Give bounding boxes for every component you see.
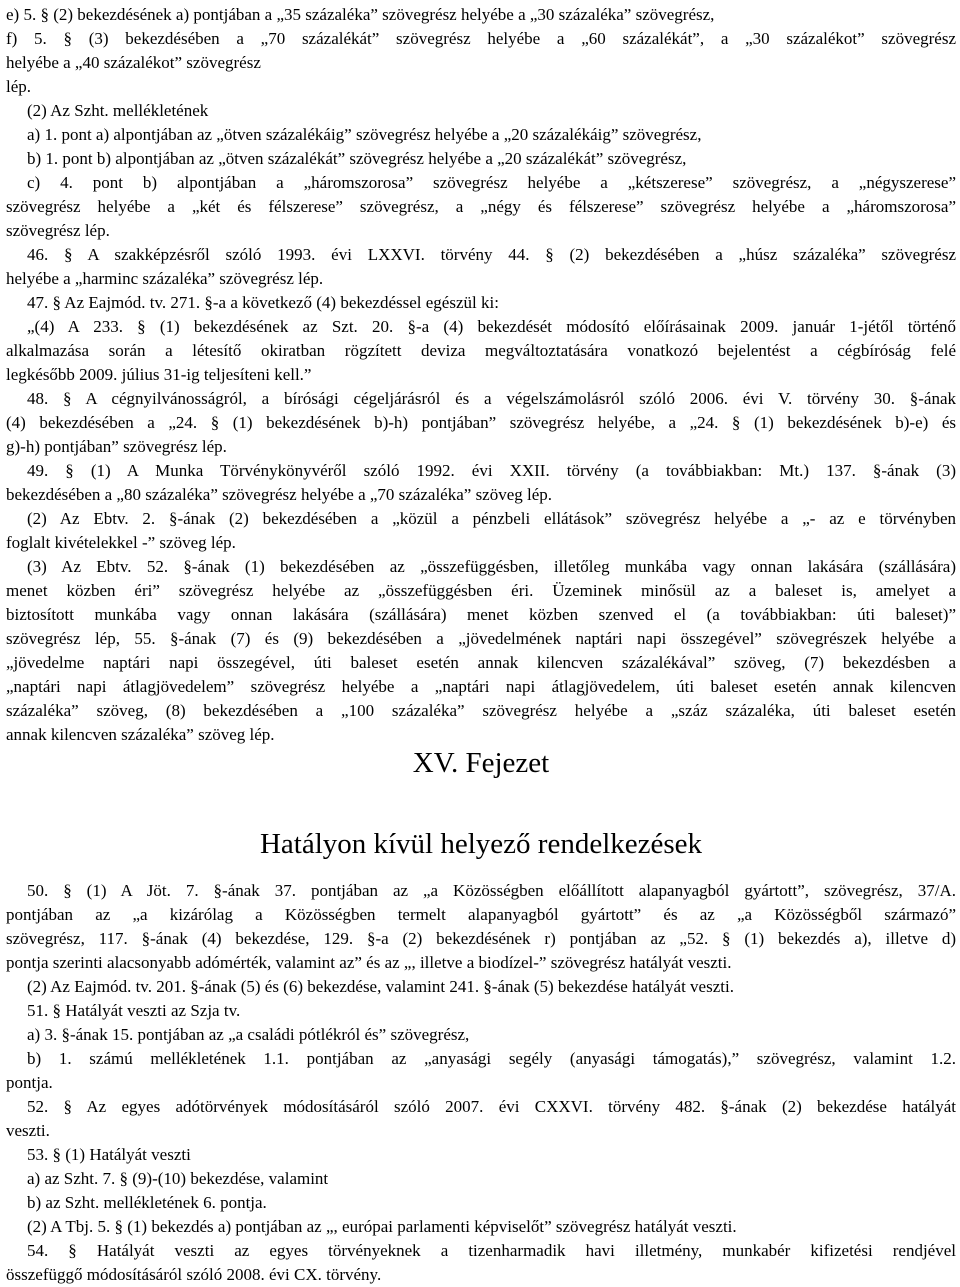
- text-line: „jövedelme naptári napi összegével, úti baleset esetén annak kilencven százalékával” szöveg, (7) bekezdésben a: [6, 653, 956, 672]
- text-line: annak kilencven százaléka” szöveg lép.: [6, 725, 275, 744]
- text-line: szövegrész lép.: [6, 221, 110, 240]
- text-line: 49. § (1) A Munka Törvénykönyvéről szóló 1992. évi XXII. törvény (a továbbiakban: Mt.) 137. §-ának (3): [27, 461, 956, 480]
- text-line: 46. § A szakképzésről szóló 1993. évi LXXVI. törvény 44. § (2) bekezdésében a „húsz százaléka” szövegrész: [27, 245, 956, 264]
- text-line: (2) Az Ebtv. 2. §-ának (2) bekezdésében a „közül a pénzbeli ellátások” szövegrész helyébe a „- az e törvényben: [27, 509, 956, 528]
- text-line: (2) A Tbj. 5. § (1) bekezdés a) pontjában az „, európai parlamenti képviselőt” szövegrész hatályát veszti.: [27, 1217, 737, 1236]
- text-line: 51. § Hatályát veszti az Szja tv.: [27, 1001, 241, 1020]
- text-line: e) 5. § (2) bekezdésének a) pontjában a „35 százaléka” szövegrész helyébe a „30 százaléka” szövegrész,: [6, 5, 715, 24]
- text-line: veszti.: [6, 1121, 50, 1140]
- chapter-title: Hatályon kívül helyező rendelkezések: [259, 828, 703, 860]
- text-line: f) 5. § (3) bekezdésében a „70 százalékát” szövegrész helyébe a „60 százalékát”, a „30 százalékot” szövegrész: [6, 29, 956, 48]
- text-line: alkalmazása során a létesítő okiratban rögzített deviza megváltoztatására vonatkozó bejelentést a cégbíróság felé: [6, 341, 956, 360]
- text-line: biztosított munkába vagy onnan lakására (szállására) menet közben szenved el (a továbbiakban: úti baleset)”: [6, 605, 956, 624]
- text-line: pontja szerinti alacsonyabb adómérték, valamint az” és az „, illetve a biodízel-” szövegrész hatályát veszti.: [6, 953, 732, 972]
- text-line: menet közben éri” szövegrész helyébe az „összefüggésben éri. Üzeminek minősül az a baleset is, amelyet a: [6, 581, 956, 600]
- text-line: összefüggő módosításáról szóló 2008. évi CX. törvény.: [6, 1265, 382, 1284]
- text-line: 50. § (1) A Jöt. 7. §-ának 37. pontjában az „a Közösségben előállított alapanyagból gyártott”, szövegrész, 37/A.: [27, 881, 956, 900]
- text-line: 47. § Az Eajmód. tv. 271. §-a a következő (4) bekezdéssel egészül ki:: [27, 293, 499, 312]
- text-line: „(4) A 233. § (1) bekezdésének az Szt. 20. §-a (4) bekezdését módosító előírásainak 2009. január 1-jétől történő: [27, 317, 956, 336]
- text-line: helyébe a „harminc százaléka” szövegrész lép.: [6, 269, 324, 288]
- text-line: (2) Az Eajmód. tv. 201. §-ának (5) és (6) bekezdése, valamint 241. §-ának (5) bekezdése hatályát veszti.: [27, 977, 734, 996]
- text-line: szövegrész lép, 55. §-ának (7) és (9) bekezdésében a „jövedelmének naptári napi összegével” szövegrészek helyébe a: [6, 629, 956, 648]
- text-line: „naptári napi átlagjövedelem” szövegrész helyébe a „naptári napi átlagjövedelem, úti baleset esetén annak kilencven: [6, 677, 956, 696]
- text-line: (4) bekezdésében a „24. § (1) bekezdésének b)-h) pontjában” szövegrész helyébe, a „24. § (1) bekezdésének b)-e) és: [6, 413, 956, 432]
- text-line: a) 3. §-ának 15. pontjában az „a családi pótlékról és” szövegrész,: [27, 1025, 470, 1044]
- text-line: százaléka” szöveg, (8) bekezdésében a „100 százaléka” szövegrész helyébe a „száz százaléka, úti baleset esetén: [6, 701, 956, 720]
- text-line: pontjában az „a kizárólag a Közösségben termelt alapanyagból gyártott” és az „a Közösségből származó”: [6, 905, 956, 924]
- text-line: 52. § Az egyes adótörvények módosításáról szóló 2007. évi CXXVI. törvény 482. §-ának (2) bekezdése hatályát: [27, 1097, 956, 1116]
- text-line: c) 4. pont b) alpontjában a „háromszorosa” szövegrész helyébe a „kétszerese” szövegrész, a „négyszerese”: [27, 173, 956, 192]
- text-line: szövegrész, 117. §-ának (4) bekezdése, 129. §-a (2) bekezdésének r) pontjában az „52. § (1) bekezdés a), illetve d): [6, 929, 956, 948]
- text-line: b) 1. számú mellékletének 1.1. pontjában az „anyasági segély (anyasági támogatás),” szövegrész, valamint 1.2.: [27, 1049, 956, 1068]
- text-line: b) 1. pont b) alpontjában az „ötven százalékát” szövegrész helyébe a „20 százalékát” szövegrész,: [27, 149, 687, 168]
- chapter-heading: XV. Fejezet: [412, 747, 550, 779]
- text-line: b) az Szht. mellékletének 6. pontja.: [27, 1193, 267, 1212]
- text-line: (2) Az Szht. mellékletének: [27, 101, 209, 120]
- text-line: 54. § Hatályát veszti az egyes törvényeknek a tizenharmadik havi illetmény, munkabér kifizetési rendjével: [27, 1241, 956, 1260]
- text-line: g)-h) pontjában” szövegrész lép.: [6, 437, 227, 456]
- text-line: pontja.: [6, 1073, 53, 1092]
- text-line: foglalt kivételekkel -” szöveg lép.: [6, 533, 236, 552]
- text-line: lép.: [6, 77, 32, 96]
- text-line: a) 1. pont a) alpontjában az „ötven százalékáig” szövegrész helyébe a „20 százalékáig” szövegrész,: [27, 125, 702, 144]
- text-line: legkésőbb 2009. július 31-ig teljesíteni kell.”: [6, 365, 312, 384]
- text-line: 53. § (1) Hatályát veszti: [27, 1145, 191, 1164]
- text-line: szövegrész helyébe a „két és félszerese” szövegrész, a „négy és félszerese” szövegrész helyébe a „háromszorosa”: [6, 197, 956, 216]
- text-line: 48. § A cégnyilvánosságról, a bírósági cégeljárásról és a végelszámolásról szóló 2006. évi V. törvény 30. §-ának: [27, 389, 956, 408]
- text-line: (3) Az Ebtv. 52. §-ának (1) bekezdésében az „összefüggésben, illetőleg munkába vagy onnan lakására (szállására): [27, 557, 956, 576]
- text-line: a) az Szht. 7. § (9)-(10) bekezdése, valamint: [27, 1169, 329, 1188]
- text-line: bekezdésében a „80 százaléka” szövegrész helyébe a „70 százaléka” szöveg lép.: [6, 485, 553, 504]
- text-line: helyébe a „40 százalékot” szövegrész: [6, 53, 261, 72]
